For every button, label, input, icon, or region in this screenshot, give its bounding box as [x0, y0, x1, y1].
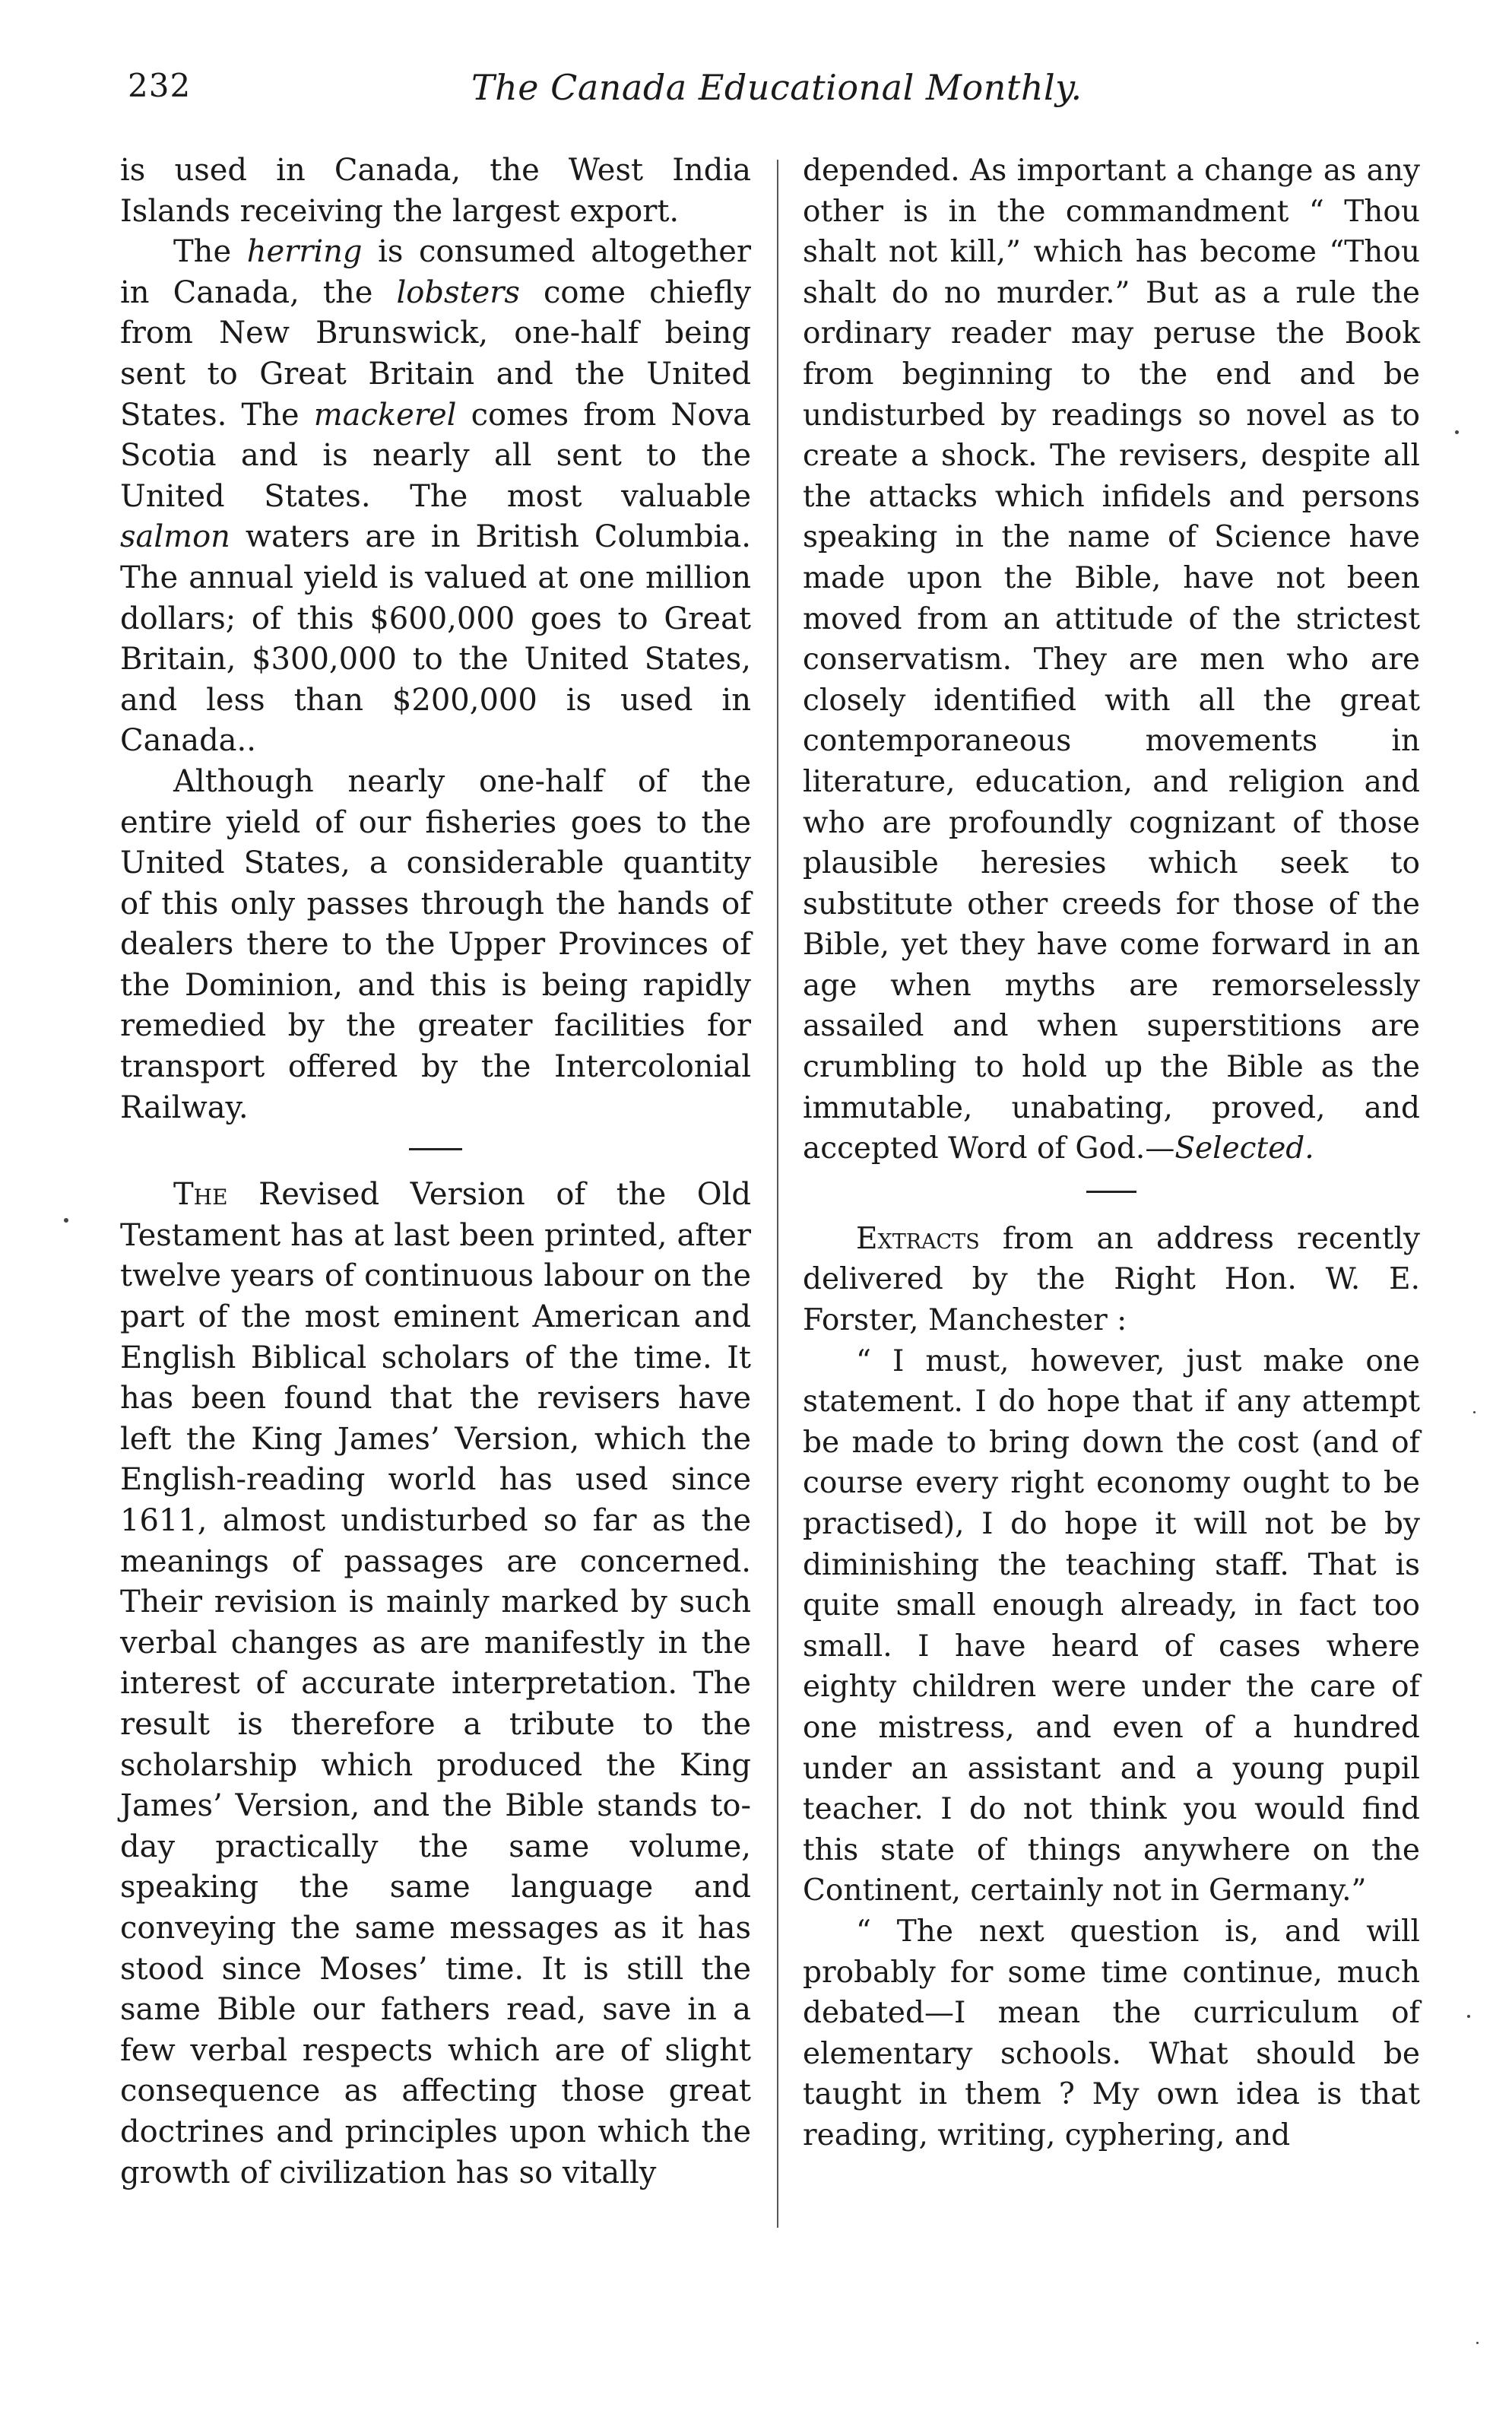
paragraph-extracts-intro [803, 1219, 1420, 1341]
paragraph-quote-curriculum: “ The next question is, and will probably for some time continue, much debated—I mean the curriculum of elementary schools. What should be taught in them ? My own idea is that reading, writing, cyphering, and [803, 1914, 1420, 2152]
paragraph-export: is used in Canada, the West India Islands receiving the largest export. [120, 153, 751, 229]
text-run: come chiefly from New Brunswick, one-half being sent to Great Britain and the United States. The [120, 274, 752, 433]
print-speck [1455, 430, 1459, 434]
paragraph-revisers [803, 151, 1420, 1169]
column-rule [777, 160, 778, 2228]
right-column [803, 151, 1420, 2156]
text-run: from an address recently delivered by the Right Hon. W. E. Forster, Manchester : [803, 1221, 1420, 1338]
emphasis-herring: herring [246, 234, 363, 270]
print-speck [1476, 2342, 1479, 2344]
source-credit: Selected. [1174, 1131, 1314, 1166]
paragraph-fisheries-trade: Although nearly one-half of the entire yield of our fisheries goes to the United States, a considerable quantity of this only passes through the hands of dealers there to the Upper Provinces of the Dominion, and this is being rapidly remedied by the greater facilities for transport offered by the Intercolonial Railway. [120, 763, 751, 1125]
text-run: depended. As important a change as any other is in the commandment “ Thou shalt not kill,” which has become “Thou shalt do no murder.” But as a rule the ordinary reader may peruse the Book from beginning to the end and be undisturbed by readings so novel as to create a shock. The revisers, despite all the attacks which infidels and persons speaking in the name of Science have made upon the Bible, have not been moved from an attitude of the strictest conservatism. They are men who are closely identified with all the great contemporaneous movements in literature, education, and religion and who are profoundly cognizant of those plausible heresies which seek to substitute other creeds for those of the Bible, yet they have come forward in an age when myths are remorselessly assailed and when superstitions are crumbling to hold up the Bible as the immutable, unabating, proved, and accepted Word of God.— [803, 154, 1420, 1166]
paragraph-quote-staff: “ I must, however, just make one statement. I do hope that if any attempt be made to bring down the cost (and of course every right economy ought to be practised), I do hope it will not be by diminishing the teaching staff. That is quite small enough already, in fact too small. I have heard of cases where eighty children were under the care of one mistress, and even of a hundred under an assistant and a young pupil teacher. I do not think you would find this state of things anywhere on the Continent, certainly not in Germany.” [803, 1343, 1420, 1908]
page-number: 232 [128, 67, 192, 104]
print-speck [1473, 1411, 1476, 1413]
print-speck [64, 1218, 68, 1223]
text-run: is consumed altogether in Canada, the [120, 234, 751, 310]
section-divider [409, 1148, 462, 1150]
small-caps-lead: The [173, 1177, 228, 1213]
running-title: The Canada Educational Monthly. [471, 67, 1082, 108]
text-run: The [173, 234, 247, 270]
emphasis-salmon: salmon [120, 519, 230, 555]
page-header [0, 67, 1512, 120]
text-run: waters are in British Columbia. The annual yield is valued at one million dollars; of this $600,000 goes to Great Britain, $300,000 to the United States, and less than $200,000 is used in Canada.. [120, 519, 751, 759]
emphasis-mackerel: mackerel [313, 397, 457, 433]
section-divider [1086, 1191, 1136, 1193]
left-column [120, 151, 751, 2194]
emphasis-lobsters: lobsters [396, 274, 520, 310]
small-caps-lead: Extracts [856, 1221, 980, 1256]
text-run: Revised Version of the Old Testament has at last been printed, after twelve years of continuous labour on the part of the most eminent American and English Biblical scholars of the time. It has been found that the revisers have left the King James’ Version, which the English-reading world has used since 1611, almost undisturbed so far as the meanings of passages are concerned. Their revision is mainly marked by such verbal changes as are manifestly in the interest of accurate interpretation. The result is therefore a tribute to the scholarship which produced the King James’ Version, and the Bible stands to-day practically the same volume, speaking the same language and conveying the same messages as it has stood since Moses’ time. It is still the same Bible our fathers read, save in a few verbal respects which are of slight consequence as affecting those great doctrines and principles upon which the growth of civilization has so vitally [120, 1177, 751, 2190]
text-run: comes from Nova Scotia and is nearly all sent to the United States. The most valuable [120, 397, 751, 514]
paragraph-fish-species [120, 232, 751, 762]
paragraph-revised-version [120, 1175, 751, 2194]
print-speck [1467, 2015, 1470, 2018]
